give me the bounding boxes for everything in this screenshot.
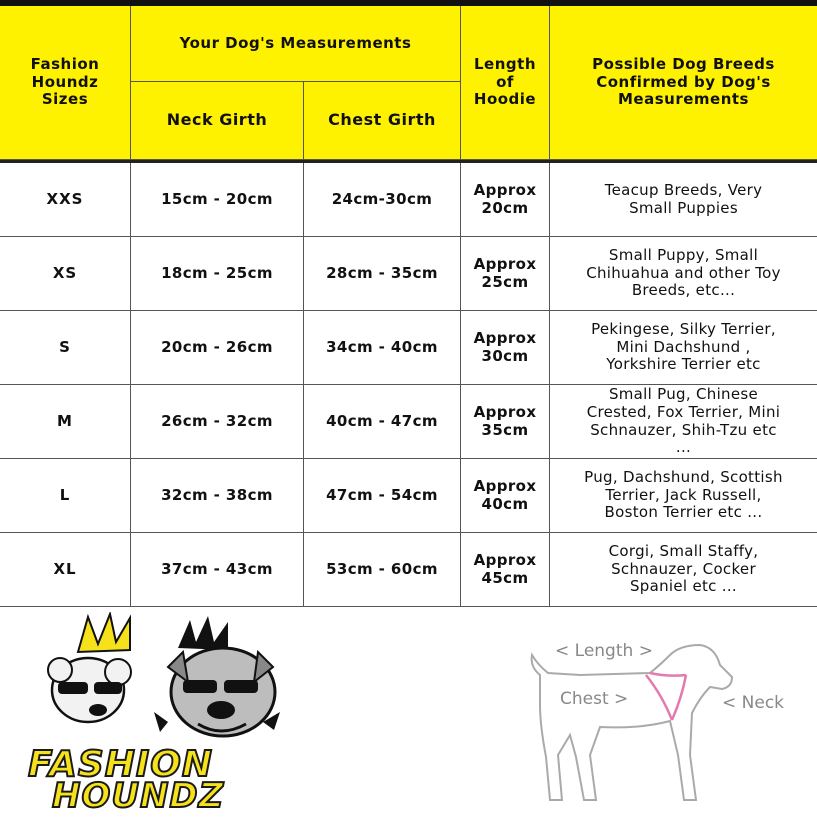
size-cell-text: S	[59, 337, 71, 356]
breed-line: Schnauzer, Shih-Tzu etc	[590, 420, 777, 439]
breed-line: Crested, Fox Terrier, Mini	[586, 402, 781, 421]
size-cell	[0, 459, 131, 533]
neck-girth-cell-text: 37cm - 43cm	[161, 559, 273, 578]
breeds-cell	[550, 311, 817, 385]
breeds-cell	[550, 385, 817, 459]
chest-girth-cell	[304, 533, 461, 607]
neck-girth-cell-text: 20cm - 26cm	[161, 337, 273, 356]
logo-line-1: FASHION	[28, 744, 213, 785]
breed-line: Pug, Dachshund, Scottish	[584, 467, 783, 486]
cartoon-dogs-icon	[18, 612, 318, 752]
length-text: Approx	[473, 180, 537, 199]
breed-line: Small Pug, Chinese	[608, 385, 759, 404]
size-cell-text: M	[57, 411, 73, 430]
neck-girth-cell	[131, 237, 304, 311]
breed-line: Chihuahua and other Toy	[586, 263, 781, 282]
chest-girth-cell-text: 28cm - 35cm	[326, 263, 438, 282]
length-text: 20cm	[481, 198, 529, 217]
breeds-cell	[550, 533, 817, 607]
breed-line: Small Puppies	[629, 198, 738, 217]
neck-girth-cell	[131, 163, 304, 237]
chest-girth-cell	[304, 237, 461, 311]
breed-line: Boston Terrier etc ...	[604, 503, 763, 522]
size-chart-table	[0, 6, 817, 608]
logo-line-2: HOUNDZ	[52, 776, 225, 816]
length-text: 35cm	[481, 420, 529, 439]
chest-girth-cell-text: 24cm-30cm	[331, 189, 433, 208]
length-cell	[461, 385, 550, 459]
neck-girth-cell	[131, 533, 304, 607]
breed-line: Schnauzer, Cocker	[611, 559, 756, 578]
length-cell	[461, 163, 550, 237]
breed-line: Small Puppy, Small	[608, 245, 759, 264]
size-cell	[0, 163, 131, 237]
length-text: 25cm	[481, 272, 529, 291]
breeds-cell	[550, 237, 817, 311]
fashion-houndz-logo	[18, 612, 318, 816]
neck-girth-cell	[131, 459, 304, 533]
chest-girth-cell-text: 34cm - 40cm	[326, 337, 438, 356]
length-text: Approx	[473, 550, 537, 569]
dog-measurement-diagram	[510, 625, 810, 815]
breed-line: ...	[675, 438, 692, 457]
chest-girth-cell-text: 53cm - 60cm	[326, 559, 438, 578]
length-text: 30cm	[481, 346, 529, 365]
chest-girth-cell	[304, 311, 461, 385]
breed-line: Mini Dachshund ,	[616, 337, 751, 356]
size-cell-text: XS	[52, 263, 78, 282]
length-label: < Length >	[555, 641, 653, 661]
length-text: Approx	[473, 254, 537, 273]
chest-girth-cell	[304, 163, 461, 237]
size-cell	[0, 311, 131, 385]
length-cell	[461, 311, 550, 385]
length-text: Approx	[473, 328, 537, 347]
length-cell	[461, 533, 550, 607]
chest-girth-cell	[304, 459, 461, 533]
neck-girth-cell	[131, 311, 304, 385]
chest-girth-cell-text: 47cm - 54cm	[326, 485, 438, 504]
chest-girth-cell-text: 40cm - 47cm	[326, 411, 438, 430]
neck-girth-cell-text: 18cm - 25cm	[161, 263, 273, 282]
length-cell	[461, 459, 550, 533]
breeds-cell	[550, 459, 817, 533]
size-cell	[0, 385, 131, 459]
header-breeds: Possible Dog Breeds Confirmed by Dog's Measurements	[550, 6, 817, 160]
neck-girth-cell-text: 15cm - 20cm	[161, 189, 273, 208]
breed-line: Teacup Breeds, Very	[604, 180, 763, 199]
size-cell	[0, 533, 131, 607]
breed-line: Pekingese, Silky Terrier,	[591, 319, 776, 338]
breed-line: Terrier, Jack Russell,	[605, 485, 762, 504]
neck-girth-cell-text: 26cm - 32cm	[161, 411, 273, 430]
size-cell	[0, 237, 131, 311]
length-text: 40cm	[481, 494, 529, 513]
size-cell-text: XL	[53, 559, 77, 578]
header-neck-girth: Neck Girth	[131, 82, 304, 160]
header-length: Length of Hoodie	[461, 6, 550, 160]
chest-label: Chest >	[560, 689, 629, 709]
chest-girth-cell	[304, 385, 461, 459]
breeds-cell	[550, 163, 817, 237]
breed-line: Spaniel etc ...	[629, 577, 737, 596]
neck-girth-cell	[131, 385, 304, 459]
neck-girth-cell-text: 32cm - 38cm	[161, 485, 273, 504]
breed-line: Corgi, Small Staffy,	[608, 541, 759, 560]
header-sizes: Fashion Houndz Sizes	[0, 6, 131, 160]
breed-line: Breeds, etc...	[631, 281, 736, 300]
length-text: Approx	[473, 476, 537, 495]
size-cell-text: XXS	[46, 189, 84, 208]
length-text: 45cm	[481, 568, 529, 587]
header-measurements: Your Dog's Measurements	[131, 6, 461, 82]
length-cell	[461, 237, 550, 311]
length-text: Approx	[473, 402, 537, 421]
header-chest-girth: Chest Girth	[304, 82, 461, 160]
breed-line: Yorkshire Terrier etc	[606, 355, 761, 374]
size-cell-text: L	[59, 485, 71, 504]
neck-label: < Neck	[722, 693, 785, 713]
